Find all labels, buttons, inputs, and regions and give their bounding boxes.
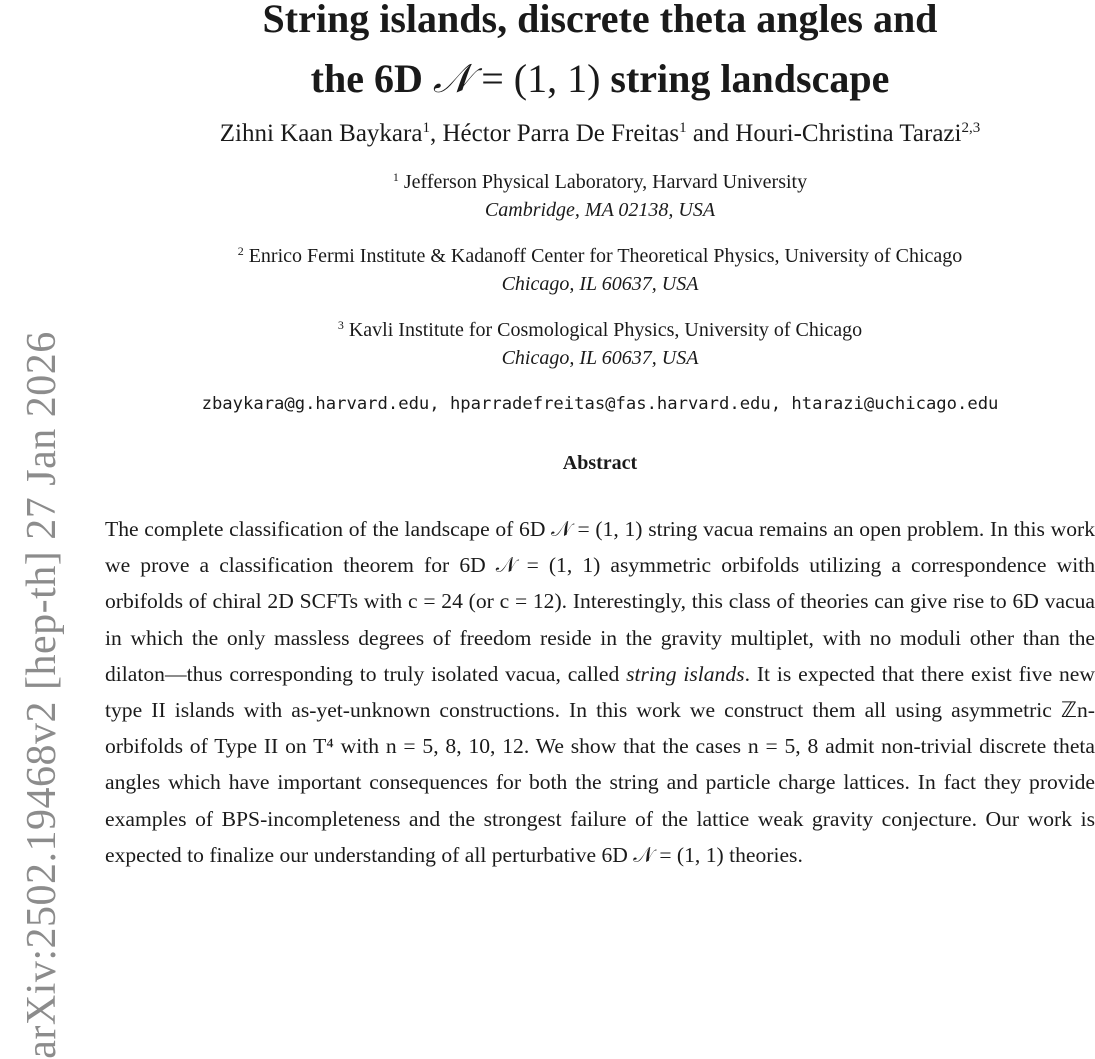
affiliation-city: Chicago, IL 60637, USA: [501, 347, 699, 369]
author-2-affil: 1: [679, 120, 687, 136]
title-math: = (1, 1): [471, 56, 611, 101]
affiliation-3: [105, 316, 1095, 372]
abstract-emphasis: string islands: [626, 661, 745, 686]
title-calligraphic-n: 𝒩: [432, 56, 472, 102]
abstract-text: The complete classification of the landscape of 6D 𝒩 = (1, 1) string vacua remains an open problem. In this work we prove a classification theorem for 6D 𝒩 = (1, 1) asymmetric orbifolds utilizing a correspondence with orbifolds of chiral 2D SCFTs with c = 24 (or c = 12). Interestingly, this class of theories can give rise to 6D vacua in which the only massless degrees of freedom reside in the gravity multiplet, with no moduli other than the dilaton—thus corresponding to truly isolated vacua, called: [105, 517, 1095, 686]
author-3: Houri-Christina Tarazi: [735, 120, 962, 147]
affiliation-number: 2: [237, 243, 244, 258]
author-separator: ,: [429, 120, 443, 147]
paper-title: [105, 0, 1095, 109]
author-separator: and: [686, 120, 736, 147]
author-list: [105, 120, 1095, 148]
affiliation-number: 1: [392, 169, 399, 184]
affiliation-2: [105, 242, 1095, 298]
affiliation-name: Enrico Fermi Institute & Kadanoff Center for Theoretical Physics, University of Chicago: [243, 245, 963, 267]
affiliation-name: Jefferson Physical Laboratory, Harvard University: [398, 171, 808, 193]
title-line-2: [105, 49, 1095, 109]
paper-first-page: [105, 0, 1095, 873]
affiliation-1: [105, 168, 1095, 224]
abstract-heading: Abstract: [562, 452, 638, 474]
title-line-2-post: string landscape: [610, 56, 890, 101]
affiliation-number: 3: [337, 317, 344, 332]
affiliation-city: Chicago, IL 60637, USA: [501, 273, 699, 295]
author-1: Zihni Kaan Baykara: [219, 120, 423, 147]
affiliation-name: Kavli Institute for Cosmological Physics, University of Chicago: [343, 319, 863, 341]
author-emails[interactable]: zbaykara@g.harvard.edu, hparradefreitas@fas.harvard.edu, htarazi@uchicago.edu: [201, 394, 999, 414]
title-line-2-pre: the 6D: [310, 56, 433, 101]
abstract-body: [105, 511, 1095, 873]
abstract-text: . It is expected that there exist five new type II islands with as-yet-unknown constructions. In this work we construct them all using asymmetric ℤn-orbifolds of Type II on T⁴ with n = 5, 8, 10, 12. We show that the cases n = 5, 8 admit non-trivial discrete theta angles which have important consequences for both the string and particle charge lattices. In fact they provide examples of BPS-incompleteness and the strongest failure of the lattice weak gravity conjecture. Our work is expected to finalize our understanding of all perturbative 6D 𝒩 = (1, 1) theories.: [105, 661, 1095, 867]
author-3-affil: 2,3: [961, 120, 981, 136]
arxiv-identifier-sidebar: arXiv:2502.19468v2 [hep-th] 27 Jan 2026: [19, 331, 65, 1059]
title-line-1: String islands, discrete theta angles and: [262, 0, 938, 41]
affiliation-city: Cambridge, MA 02138, USA: [484, 199, 716, 221]
author-2: Héctor Parra De Freitas: [442, 120, 680, 147]
author-1-affil: 1: [422, 120, 430, 136]
